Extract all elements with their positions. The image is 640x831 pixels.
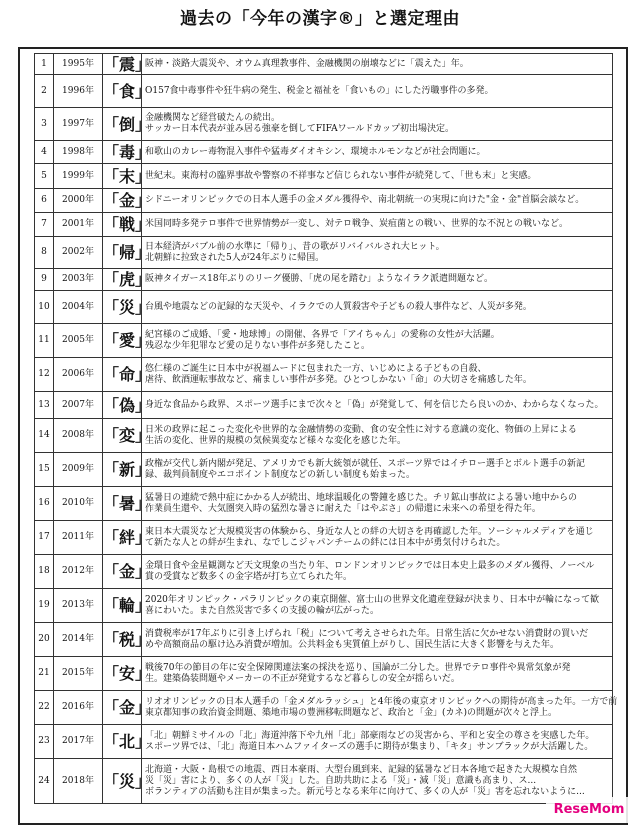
table-row <box>35 164 613 189</box>
row-kanji: 「命」 <box>103 358 142 392</box>
reason-line: 東日本大震災など大規模災害の体験から、身近な人との絆の大切さを再確認した年。ソーシャルメディアを通じ <box>145 526 594 537</box>
row-reason <box>142 269 613 291</box>
reason-line: 悠仁様のご誕生に日本中が祝福ムードに包まれた一方、いじめによる子どもの自殺、 <box>145 363 487 374</box>
row-reason <box>142 108 613 141</box>
row-year: 2013年 <box>54 589 103 623</box>
row-number: 19 <box>35 589 54 623</box>
row-year: 1995年 <box>54 54 103 75</box>
row-year: 2011年 <box>54 521 103 555</box>
table-row <box>35 291 613 324</box>
row-number: 18 <box>35 555 54 589</box>
row-year: 2000年 <box>54 189 103 213</box>
row-number: 23 <box>35 725 54 759</box>
reason-line: 虐待、飲酒運転事故など、痛ましい事件が多発。ひとつしかない「命」の大切さを痛感した年。 <box>145 374 532 385</box>
row-kanji: 「戦」 <box>103 213 142 237</box>
table-row <box>35 269 613 291</box>
row-reason <box>142 237 613 269</box>
row-reason <box>142 691 618 725</box>
row-kanji: 「愛」 <box>103 324 142 358</box>
row-number: 10 <box>35 291 54 324</box>
table-row <box>35 759 613 804</box>
table-row <box>35 189 613 213</box>
reason-line: 2020年オリンピック・パラリンピックの東京開催、富士山の世界文化遺産登録が決まり、日本中が輪になって歓 <box>145 594 600 605</box>
reason-line: て新たな人との絆が生まれ、なでしこジャパンチームの絆には日本中が勇気付けられた。 <box>145 537 506 548</box>
table-row <box>35 54 613 75</box>
reason-line: 阪神・淡路大震災や、オウム真理教事件、金融機関の崩壊などに「震えた」年。 <box>145 58 469 69</box>
row-kanji: 「末」 <box>103 164 142 189</box>
reason-line: リオオリンピックの日本人選手の「金メダルラッシュ」と4年後の東京オリンピックへの期待が高まった年。一方で前 <box>145 696 618 707</box>
row-number: 9 <box>35 269 54 291</box>
reason-line: スポーツ界では、「北」海道日本ハムファイターズの選手に期待が集まり、「キタ」サンブラックが大活躍した。 <box>145 741 594 752</box>
row-kanji: 「偽」 <box>103 392 142 419</box>
reason-line: 金融機関など経営破たんの続出。 <box>145 113 281 123</box>
row-number: 22 <box>35 691 54 725</box>
row-number: 4 <box>35 141 54 164</box>
row-kanji: 「災」 <box>103 291 142 324</box>
row-number: 24 <box>35 759 54 804</box>
row-kanji: 「倒」 <box>103 108 142 141</box>
reason-line: 生。建築偽装問題やメーカーの不正が発覚するなど暮らしの安全が揺らいだ。 <box>145 673 460 684</box>
row-number: 11 <box>35 324 54 358</box>
row-year: 2006年 <box>54 358 103 392</box>
table-row <box>35 108 613 141</box>
row-kanji: 「帰」 <box>103 237 142 269</box>
table-row <box>35 213 613 237</box>
row-kanji: 「輪」 <box>103 589 142 623</box>
row-year: 2008年 <box>54 419 103 453</box>
page-title: 過去の「今年の漢字®」と選定理由 <box>180 9 460 29</box>
table-row <box>35 657 613 691</box>
row-number: 8 <box>35 237 54 269</box>
row-kanji: 「震」 <box>103 54 152 74</box>
row-year: 2010年 <box>54 487 103 521</box>
reason-line: 日本経済がバブル前の水準に「帰り」、昔の歌がリバイバルされ大ヒット。 <box>145 241 445 252</box>
reason-line: 残忍な少年犯罪など愛の足りない事件が多発したこと。 <box>145 340 371 351</box>
row-year: 2004年 <box>54 291 103 324</box>
table-row <box>35 555 613 589</box>
row-number: 16 <box>35 487 54 521</box>
table-row <box>35 358 613 392</box>
table-row <box>35 392 613 419</box>
row-kanji: 「毒」 <box>103 142 152 162</box>
row-number: 3 <box>35 108 54 141</box>
reason-line: 賞の受賞など数多くの金字塔が打ち立てられた年。 <box>145 571 353 582</box>
row-reason <box>142 324 613 358</box>
row-year: 1997年 <box>54 108 103 141</box>
row-kanji: 「安」 <box>103 657 142 691</box>
reason-line: 録、裁判員制度やエコポイント制度などの新しい制度も始まった。 <box>145 469 416 480</box>
kanji-table <box>34 53 618 804</box>
row-kanji: 「北」 <box>103 725 142 759</box>
row-number: 15 <box>35 453 54 487</box>
row-year: 2001年 <box>54 213 103 237</box>
row-reason <box>142 392 613 419</box>
reason-line: 世紀末。東海村の臨界事故や警察の不祥事など信じられない事件が続発して、「世も末」と実感。 <box>145 170 537 181</box>
reason-line: ボランティアの活動も注目が集まった。新元号となる来年に向けて、多くの人が「災」害を忘れないように... <box>145 786 585 797</box>
row-reason <box>142 453 613 487</box>
row-year: 2002年 <box>54 237 103 269</box>
row-year: 1999年 <box>54 164 103 189</box>
reason-line: 紀宮様のご成婚、「愛・地球博」の開催、各界で「アイちゃん」の愛称の女性が大活躍。 <box>145 329 500 340</box>
row-year: 2003年 <box>54 269 103 291</box>
reason-line: 猛暑日の連続で熱中症にかかる人が続出、地球温暖化の警鐘を感じた。チリ鉱山事故による暑い地中からの <box>145 492 578 503</box>
table-row <box>35 487 613 521</box>
row-kanji: 「変」 <box>103 419 142 453</box>
row-reason <box>142 589 613 623</box>
row-number: 5 <box>35 164 54 189</box>
reason-line: 災「災」害により、多くの人が「災」した。自助共助による「災」・減「災」意識も高まり、ス... <box>145 775 537 786</box>
reason-line: 喜にわいた。また自然災害で多くの支援の輪が広がった。 <box>145 605 380 616</box>
row-kanji: 「暑」 <box>103 487 142 521</box>
table-row <box>35 623 613 657</box>
table-row <box>35 324 613 358</box>
row-kanji: 「金」 <box>103 189 142 213</box>
reason-line: 台風や地震などの記録的な天災や、イラクでの人質殺害や子どもの殺人事件など、人災が多発。 <box>145 301 532 312</box>
reason-line: サッカー日本代表が並み居る強豪を倒してFIFAワールドカップ初出場決定。 <box>145 124 455 134</box>
row-reason <box>142 759 613 804</box>
table-row <box>35 141 613 164</box>
table-row <box>35 419 613 453</box>
reason-line: 政権が交代し新内閣が発足、アメリカでも新大統領が就任、スポーツ界ではイチロー選手とボルト選手の新記 <box>145 458 586 469</box>
row-number: 20 <box>35 623 54 657</box>
resemom-logo: ReseMom <box>546 797 632 823</box>
row-number: 2 <box>35 75 54 108</box>
row-kanji: 「新」 <box>103 453 142 487</box>
row-year: 1996年 <box>54 75 103 108</box>
row-reason <box>142 164 613 189</box>
reason-line: 日米の政界に起こった変化や世界的な金融情勢の変動、食の安全性に対する意識の変化、物価の上昇による <box>145 424 577 435</box>
row-year: 1998年 <box>54 141 103 164</box>
table-row <box>35 589 613 623</box>
reason-line: 生活の変化、世界的規模の気候異変など様々な変化を感じた年。 <box>145 435 407 446</box>
row-number: 21 <box>35 657 54 691</box>
row-reason <box>142 189 613 213</box>
row-reason <box>142 213 613 237</box>
row-reason <box>142 623 613 657</box>
reason-line: 「北」朝鮮ミサイルの「北」海道沖落下や九州「北」部豪雨などの災害から、平和と安全の尊さを実感した年。 <box>145 730 595 741</box>
row-kanji: 「金」 <box>103 691 142 725</box>
reason-line: 阪神タイガース18年ぶりのリーグ優勝、「虎の尾を踏む」ようなイラク派遣問題など。 <box>145 274 494 284</box>
row-kanji: 「虎」 <box>103 270 152 289</box>
reason-line: 作業員生還や、大気圏突入時の猛烈な暑さに耐えた「はやぶさ」の帰還に未来への希望を得た年。 <box>145 503 541 514</box>
row-year: 2014年 <box>54 623 103 657</box>
table-row <box>35 75 613 108</box>
row-year: 2007年 <box>54 392 103 419</box>
row-reason <box>142 487 613 521</box>
table-row <box>35 691 613 725</box>
reason-line: 戦後70年の節目の年に安全保障関連法案の採決を巡り、国論が二分した。世界でテロ事件や異常気象が発 <box>145 662 571 673</box>
row-number: 14 <box>35 419 54 453</box>
table-row <box>35 521 613 555</box>
row-number: 17 <box>35 521 54 555</box>
row-year: 2016年 <box>54 691 103 725</box>
reason-line: 消費税率が17年ぶりに引き上げられ「税」について考えさせられた年。日常生活に欠かせない消費財の買いだ <box>145 628 589 639</box>
reason-line: 北海道・大阪・島根での地震、西日本豪雨、大型台風到来、記録的猛暑など日本各地で起きた大規模な自然 <box>145 764 578 775</box>
row-kanji: 「金」 <box>103 555 142 589</box>
reason-line: 和歌山のカレー毒物混入事件や猛毒ダイオキシン、環境ホルモンなどが社会問題に。 <box>145 146 486 157</box>
row-number: 6 <box>35 189 54 213</box>
row-number: 1 <box>35 54 54 75</box>
row-year: 2015年 <box>54 657 103 691</box>
row-reason <box>142 657 613 691</box>
table-row <box>35 453 613 487</box>
reason-line: O157食中毒事件や狂牛病の発生、税金と福祉を「食いもの」にした汚職事件の多発。 <box>145 85 494 96</box>
reason-line: 身近な食品から政界、スポーツ選手にまで次々と「偽」が発覚して、何を信じたら良いのか、わからなくなった。 <box>145 399 604 410</box>
row-year: 2017年 <box>54 725 103 759</box>
table-row <box>35 237 613 269</box>
reason-line: 北朝鮮に拉致された5人が24年ぶりに帰国。 <box>145 252 325 263</box>
row-reason <box>142 555 613 589</box>
reason-line: 東京都知事の政治資金問題、築地市場の豊洲移転問題など、政治と「金」(カネ)の問題が次々と浮上。 <box>145 707 558 718</box>
row-reason <box>142 75 613 108</box>
row-kanji: 「税」 <box>103 623 142 657</box>
row-number: 13 <box>35 392 54 419</box>
row-year: 2018年 <box>54 759 103 804</box>
table-row <box>35 725 613 759</box>
row-year: 2009年 <box>54 453 103 487</box>
row-year: 2012年 <box>54 555 103 589</box>
row-kanji: 「災」 <box>103 759 142 804</box>
row-reason <box>142 358 613 392</box>
reason-line: シドニーオリンピックでの日本人選手の金メダル獲得や、南北朝統一の実現に向けた"金・金"首脳会談など。 <box>145 195 585 205</box>
row-reason <box>142 521 613 555</box>
row-reason <box>142 725 613 759</box>
reason-line: めや高額商品の駆け込み消費が増加。公共料金も実質値上がりし、国民生活に大きく影響を与えた年。 <box>145 639 560 650</box>
reason-line: 金環日食や金星観測など天文現象の当たり年、ロンドンオリンピックでは日本史上最多のメダル獲得、ノーベル <box>145 560 595 571</box>
row-number: 12 <box>35 358 54 392</box>
row-reason <box>142 141 613 164</box>
row-reason <box>142 54 613 75</box>
reason-line: 米国同時多発テロ事件で世界情勢が一変し、対テロ戦争、炭疽菌との戦い、世界的な不況との戦いなど。 <box>145 219 569 229</box>
row-kanji: 「食」 <box>103 75 142 108</box>
row-number: 7 <box>35 213 54 237</box>
row-year: 2005年 <box>54 324 103 358</box>
row-reason <box>142 419 613 453</box>
row-reason <box>142 291 613 324</box>
row-kanji: 「絆」 <box>103 521 142 555</box>
